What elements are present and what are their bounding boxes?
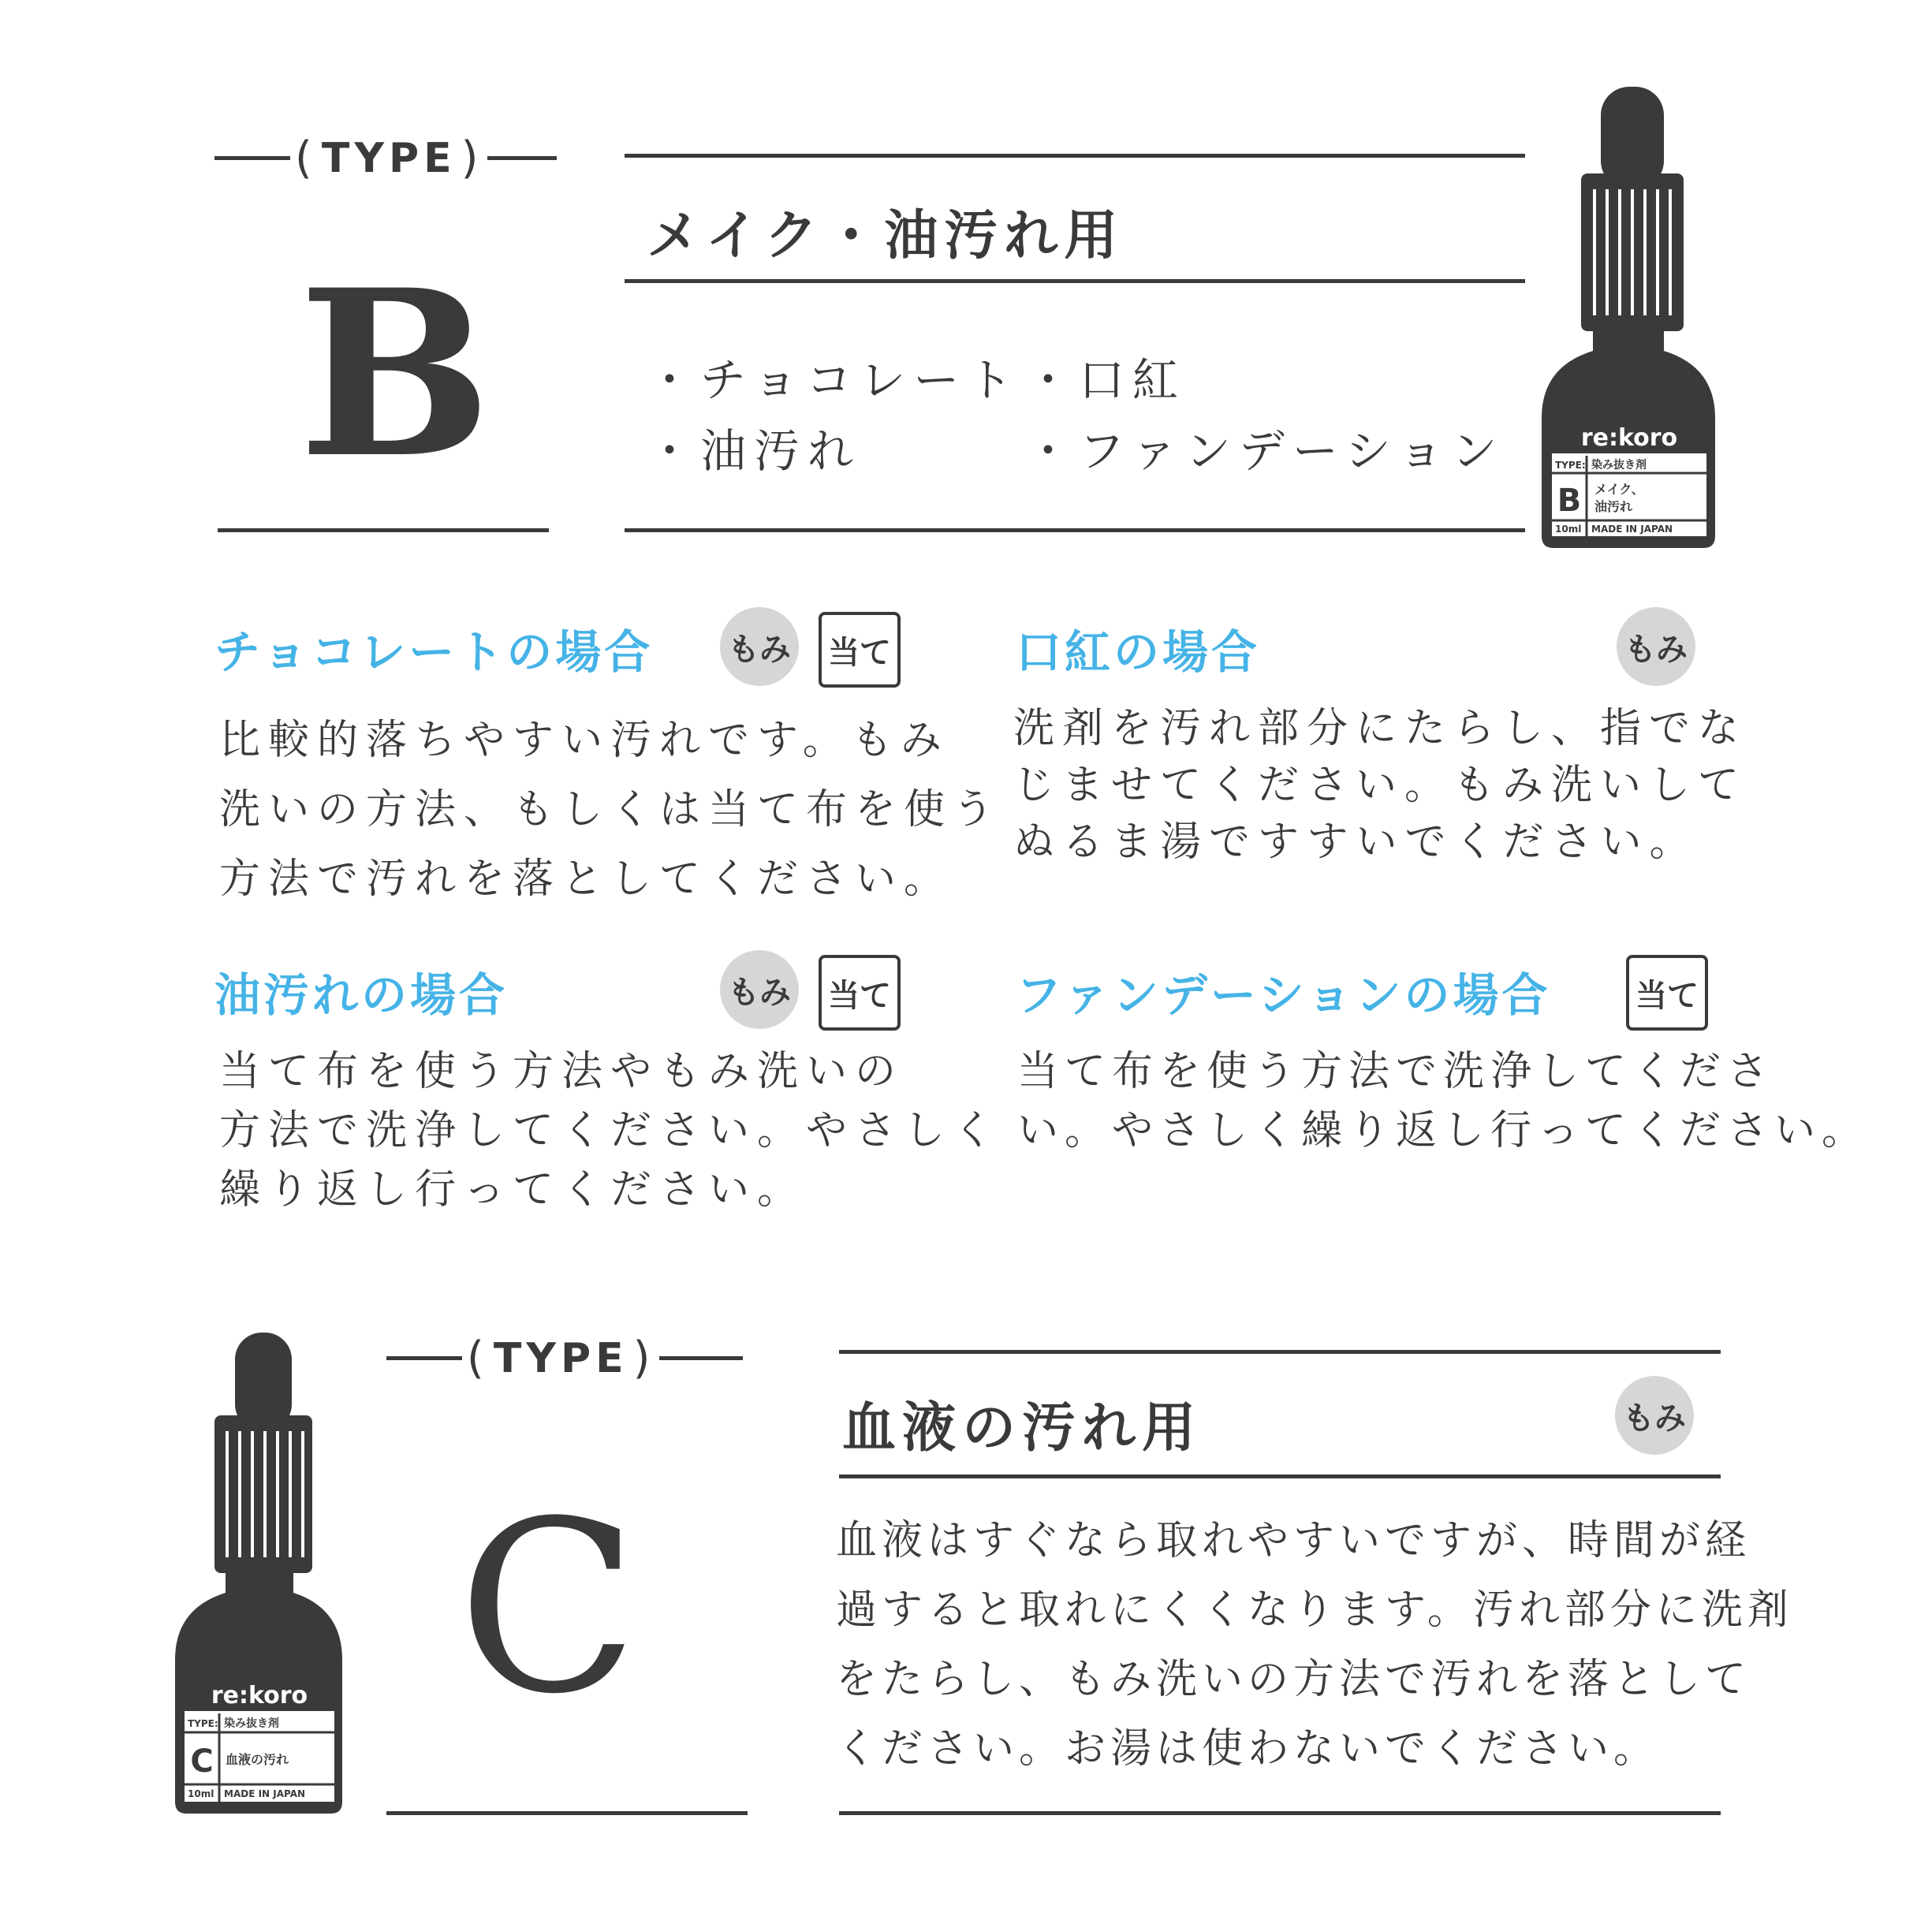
bottle-product: 染み抜き剤 xyxy=(224,1717,279,1730)
case-oil-body: 当て布を使う方法やもみ洗いの 方法で洗浄してください。やさしく 繰り返し行ってください。 xyxy=(219,1048,1002,1214)
type-b-title-top-rule xyxy=(625,154,1525,158)
type-b-item-oil: ・油汚れ xyxy=(647,424,862,478)
type-c-title: 血液の汚れ用 xyxy=(842,1397,1203,1460)
type-c-letter: C xyxy=(457,1471,639,1746)
bottle-volume: 10ml xyxy=(1555,524,1582,535)
case-foundation-title: ファンデーションの場合 xyxy=(1016,968,1551,1022)
badge-ate: 当て xyxy=(1626,955,1708,1031)
bottle-product: 染み抜き剤 xyxy=(1591,459,1647,472)
bottle-stain-1: メイク、 xyxy=(1594,482,1644,497)
case-foundation-body: 当て布を使う方法で洗浄してくださ い。やさしく繰り返し行ってください。 xyxy=(1017,1048,1870,1154)
type-b-items-bottom-rule xyxy=(625,528,1525,532)
type-b-letter: B xyxy=(298,240,492,509)
bottle-origin: MADE IN JAPAN xyxy=(1591,524,1673,535)
badge-momi: もみ xyxy=(720,950,799,1029)
badge-momi: もみ xyxy=(1615,1376,1694,1455)
badge-ate: 当て xyxy=(819,955,901,1031)
type-c-title-bottom-rule xyxy=(839,1474,1721,1478)
type-b-label: ( TYPE ) xyxy=(214,132,557,184)
type-label-text: TYPE xyxy=(493,1334,628,1382)
bottle-brand: re:koro xyxy=(1580,424,1678,452)
badge-momi: もみ xyxy=(1617,607,1695,686)
type-c-title-top-rule xyxy=(839,1350,1721,1354)
bottle-stain-2: 油汚れ xyxy=(1594,499,1633,514)
type-b-letter-bottom-rule xyxy=(218,528,549,532)
badge-momi: もみ xyxy=(720,607,799,686)
case-chocolate-body: 比較的落ちやすい汚れです。もみ 洗いの方法、もしくは当て布を使う 方法で汚れを落としてください。 xyxy=(219,717,1002,903)
bottle-type-label: TYPE: xyxy=(188,1718,218,1729)
bottle-b-illustration xyxy=(1538,79,1719,552)
type-label-dash xyxy=(487,156,557,160)
type-b-item-chocolate: ・チョコレート xyxy=(647,353,1021,407)
case-chocolate-title: チョコレートの場合 xyxy=(214,625,654,679)
bottle-stain-1: 血液の汚れ xyxy=(226,1752,289,1767)
type-label-dash xyxy=(659,1356,743,1360)
bottle-brand: re:koro xyxy=(211,1682,308,1709)
type-c-body-bottom-rule xyxy=(839,1811,1721,1815)
bottle-type-label: TYPE: xyxy=(1555,460,1586,471)
type-label-dash xyxy=(214,156,290,160)
type-c-letter-bottom-rule xyxy=(386,1811,748,1815)
type-c-body: 血液はすぐなら取れやすいですが、時間が経 過すると取れにくくなります。汚れ部分に洗剤 をたらし、もみ洗いの方法で汚れを落として ください。お湯は使わないでください。 xyxy=(836,1517,1793,1773)
type-b-item-foundation: ・ファンデーション xyxy=(1025,424,1505,478)
type-b-title-bottom-rule xyxy=(625,279,1525,283)
type-label-text: TYPE xyxy=(321,134,457,182)
type-b-item-lipstick: ・口紅 xyxy=(1025,353,1187,407)
case-lipstick-title: 口紅の場合 xyxy=(1016,625,1261,679)
case-lipstick-body: 洗剤を汚れ部分にたらし、指でな じませてください。もみ洗いして ぬるま湯ですすいでください。 xyxy=(1013,705,1747,866)
bottle-letter: B xyxy=(1557,483,1582,519)
badge-ate: 当て xyxy=(819,612,901,688)
bottle-origin: MADE IN JAPAN xyxy=(224,1788,306,1799)
type-c-label: ( TYPE ) xyxy=(386,1333,743,1384)
bottle-volume: 10ml xyxy=(188,1788,214,1799)
case-oil-title: 油汚れの場合 xyxy=(214,968,509,1022)
type-b-title: メイク・油汚れ用 xyxy=(647,205,1125,267)
bottle-c-illustration xyxy=(173,1329,347,1817)
type-label-dash xyxy=(386,1356,462,1360)
bottle-letter: C xyxy=(190,1743,214,1780)
